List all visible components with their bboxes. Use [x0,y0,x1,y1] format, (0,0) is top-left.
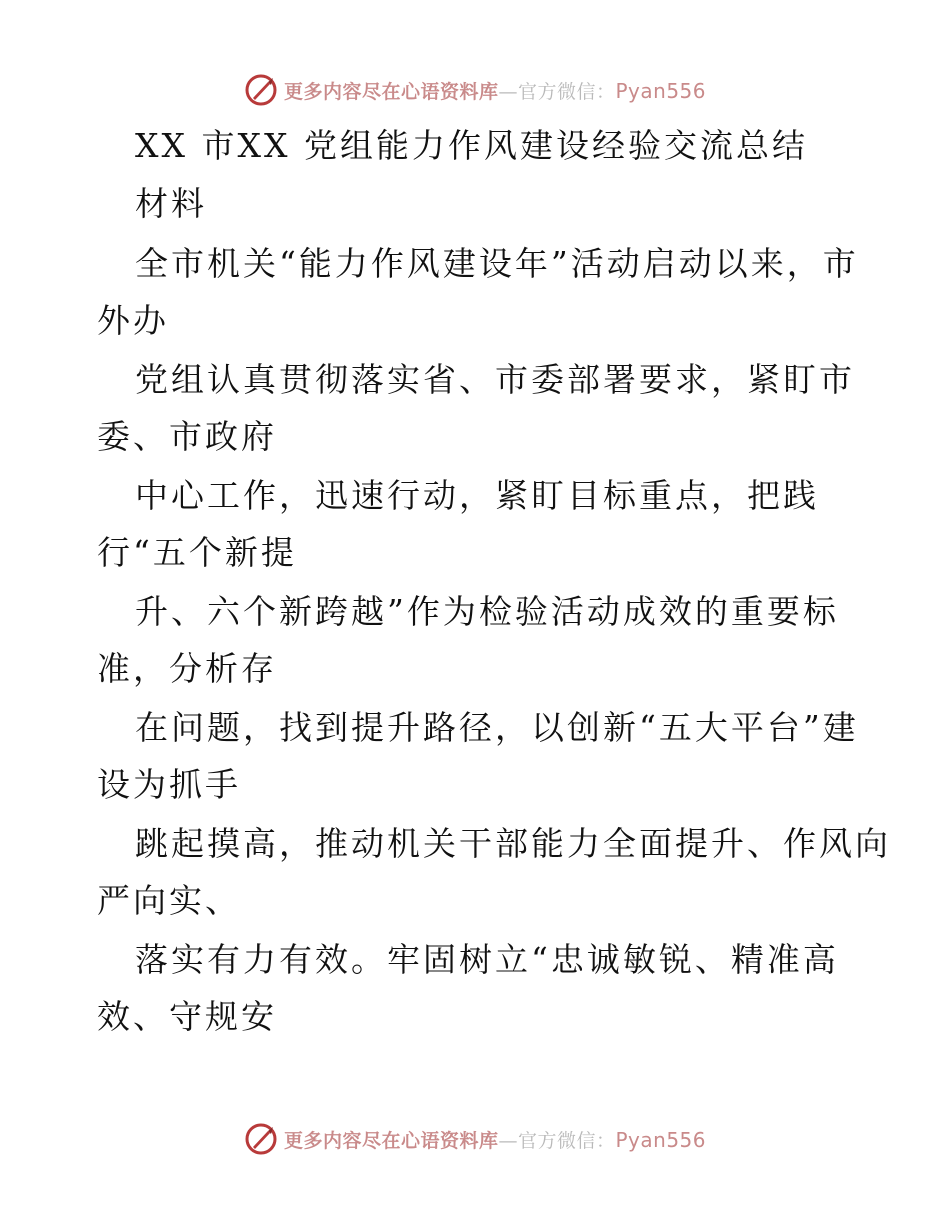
footer-banner-wechat-label: 官方微信： [517,1129,616,1152]
paragraph-line: 严向实、 [97,881,241,920]
paragraph-line: 全市机关“能力作风建设年”活动启动以来，市 [135,244,859,283]
paragraph-line: 委、市政府 [97,417,277,456]
doc-title-line-2: 材料 [135,184,207,223]
header-banner-dash: — [498,80,518,103]
header-banner-text [284,77,706,104]
paragraph-line: 行“五个新提 [97,533,297,572]
footer-banner-text [284,1126,706,1153]
quill-logo-icon [244,1122,278,1156]
paragraph-line: 落实有力有效。牢固树立“忠诚敏锐、精准高 [135,940,839,979]
header-banner [0,70,950,110]
paragraph-line: 准，分析存 [97,649,277,688]
footer-banner [0,1119,950,1159]
header-banner-wechat-label: 官方微信： [517,80,616,103]
paragraph-line: 效、守规安 [97,997,277,1036]
footer-banner-main: 更多内容尽在心语资料库 [283,1129,499,1152]
doc-title-line-1: XX 市XX 党组能力作风建设经验交流总结 [135,126,808,165]
footer-banner-wechat-id: Pyan556 [615,1127,707,1152]
paragraph-line: 党组认真贯彻落实省、市委部署要求，紧盯市 [135,360,855,399]
paragraph-line: 设为抓手 [97,765,241,804]
paragraph-line: 在问题，找到提升路径，以创新“五大平台”建 [135,708,859,747]
quill-logo-icon [244,73,278,107]
footer-banner-dash: — [498,1129,518,1152]
header-banner-main: 更多内容尽在心语资料库 [283,80,499,103]
header-banner-content [244,73,706,107]
paragraph-line: 外办 [97,301,169,340]
paragraph-line: 跳起摸高，推动机关干部能力全面提升、作风向 [135,824,891,863]
header-banner-wechat-id: Pyan556 [615,78,707,103]
footer-banner-content [244,1122,706,1156]
paragraph-line: 中心工作，迅速行动，紧盯目标重点，把践 [135,476,819,515]
paragraph-line: 升、六个新跨越”作为检验活动成效的重要标 [135,592,839,631]
